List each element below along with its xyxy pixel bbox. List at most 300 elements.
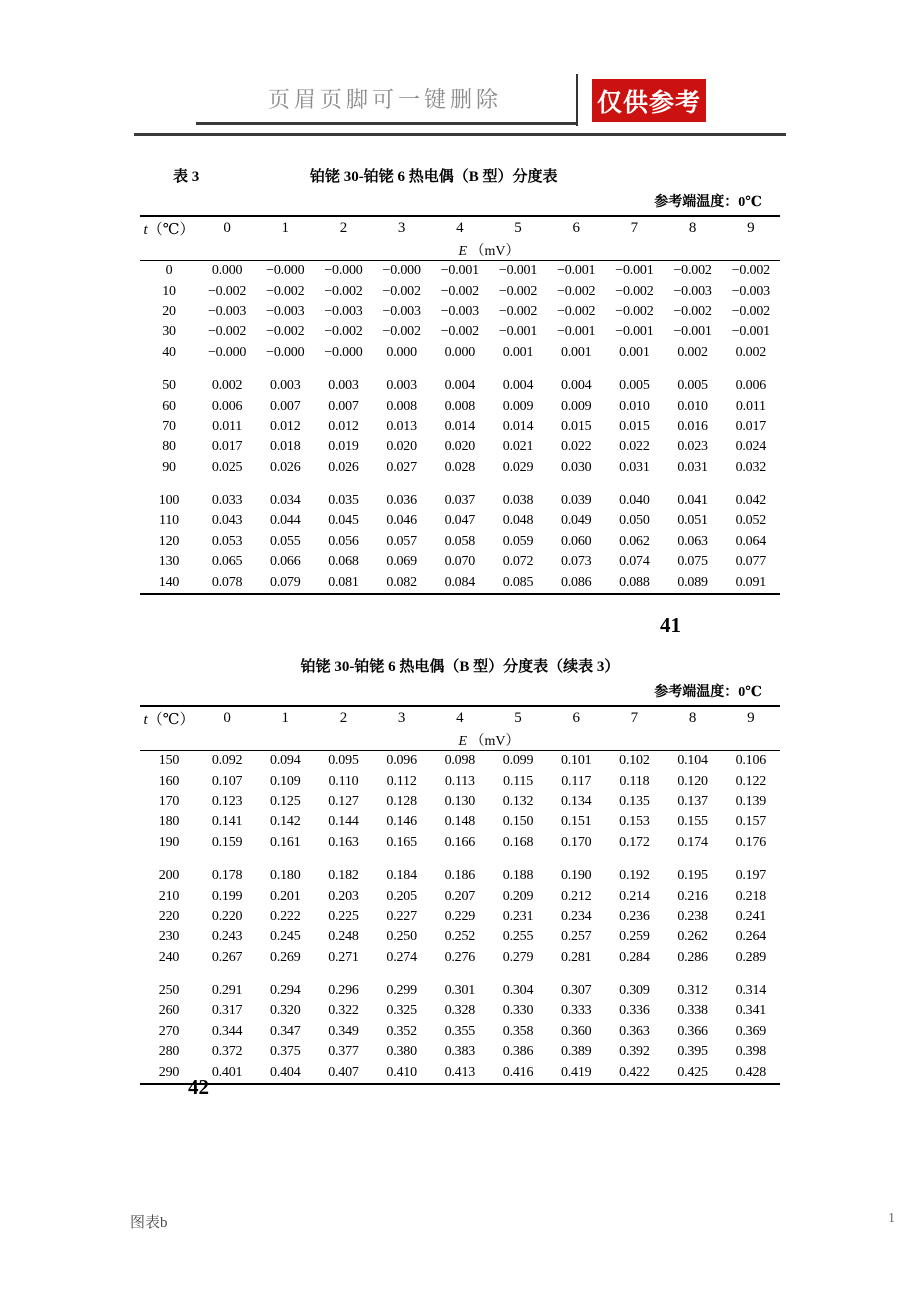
table-row <box>140 417 780 437</box>
cell-emf: −0.002 <box>207 283 247 299</box>
cell-emf: 0.236 <box>619 908 650 924</box>
cell-emf: 0.048 <box>502 513 534 529</box>
cell-emf: −0.001 <box>440 263 479 279</box>
cell-emf: 0.094 <box>270 753 301 769</box>
cell-emf: −0.003 <box>731 283 770 299</box>
header-divider <box>576 74 578 126</box>
cell-emf: 0.008 <box>444 398 476 414</box>
table-row <box>140 751 780 772</box>
cell-emf: 0.281 <box>560 949 592 965</box>
cell-emf: 0.027 <box>386 459 417 475</box>
row-temperature: 280 <box>158 1044 180 1060</box>
thermocouple-table-2-block <box>140 655 780 1099</box>
table-1 <box>140 215 780 595</box>
row-temperature: 200 <box>158 868 180 884</box>
cell-emf: 0.383 <box>444 1044 476 1060</box>
cell-emf: 0.395 <box>677 1044 708 1060</box>
cell-emf: 0.030 <box>560 459 592 475</box>
cell-emf: −0.002 <box>440 283 479 299</box>
cell-emf: −0.000 <box>324 263 363 279</box>
cell-emf: −0.002 <box>266 324 305 340</box>
cell-emf: −0.002 <box>673 303 712 319</box>
cell-emf: 0.101 <box>560 753 592 769</box>
row-temperature: 30 <box>162 324 176 340</box>
cell-emf: 0.389 <box>560 1044 592 1060</box>
cell-emf: 0.176 <box>735 834 767 850</box>
cell-emf: 0.026 <box>270 459 301 475</box>
cell-emf: 0.307 <box>560 983 592 999</box>
cell-emf: 0.038 <box>502 493 534 509</box>
group-spacer <box>140 363 780 376</box>
cell-emf: −0.001 <box>557 324 596 340</box>
cell-emf: 0.077 <box>735 554 767 570</box>
cell-emf: −0.002 <box>673 263 712 279</box>
cell-emf: 0.401 <box>198 1062 256 1083</box>
table-row <box>140 1062 780 1083</box>
cell-emf: 0.042 <box>735 493 767 509</box>
table-row <box>140 491 780 511</box>
cell-emf: 0.398 <box>735 1044 767 1060</box>
cell-emf: 0.157 <box>735 814 767 830</box>
table-1-body <box>140 216 780 594</box>
cell-emf: 0.012 <box>328 418 359 434</box>
table-row <box>140 1042 780 1062</box>
group-spacer <box>140 853 780 866</box>
cell-emf: 0.025 <box>211 459 243 475</box>
cell-emf: 0.007 <box>328 398 359 414</box>
cell-emf: 0.372 <box>211 1044 243 1060</box>
cell-emf: 0.072 <box>502 554 534 570</box>
cell-emf: 0.279 <box>502 949 534 965</box>
cell-emf: 0.033 <box>211 493 243 509</box>
cell-emf: 0.018 <box>270 439 301 455</box>
cell-emf: 0.413 <box>431 1062 489 1083</box>
cell-emf: 0.055 <box>270 533 301 549</box>
cell-emf: 0.000 <box>211 263 243 279</box>
cell-emf: 0.347 <box>270 1023 301 1039</box>
cell-emf: −0.003 <box>440 303 479 319</box>
cell-emf: 0.197 <box>735 868 767 884</box>
row-temperature: 160 <box>158 773 180 789</box>
column-header-6: 6 <box>547 216 605 239</box>
cell-emf: −0.002 <box>557 303 596 319</box>
row-temperature: 110 <box>159 513 179 529</box>
cell-emf: 0.034 <box>270 493 301 509</box>
cell-emf: 0.182 <box>328 868 359 884</box>
cell-emf: 0.081 <box>314 572 372 593</box>
cell-emf: 0.209 <box>502 888 534 904</box>
cell-emf: 0.084 <box>431 572 489 593</box>
column-header-9: 9 <box>722 216 780 239</box>
table-header-row <box>140 706 780 729</box>
row-temperature: 220 <box>158 908 180 924</box>
row-temperature: 130 <box>158 554 180 570</box>
cell-emf: 0.130 <box>444 793 476 809</box>
column-header-1: 1 <box>256 216 314 239</box>
cell-emf: 0.012 <box>270 418 301 434</box>
cell-emf: 0.022 <box>619 439 650 455</box>
row-temperature: 100 <box>158 493 180 509</box>
cell-emf: 0.085 <box>489 572 547 593</box>
cell-emf: 0.264 <box>735 929 767 945</box>
table-row <box>140 552 780 572</box>
cell-emf: 0.015 <box>619 418 650 434</box>
row-temperature: 230 <box>158 929 180 945</box>
cell-emf: −0.001 <box>731 324 770 340</box>
cell-emf: 0.214 <box>619 888 650 904</box>
thermocouple-table-1-block <box>140 165 780 637</box>
column-header-3: 3 <box>373 216 431 239</box>
cell-emf: 0.036 <box>386 493 417 509</box>
cell-emf: 0.377 <box>328 1044 359 1060</box>
table-row <box>140 511 780 531</box>
column-header-0: 0 <box>198 706 256 729</box>
table-unit-row <box>140 729 780 751</box>
row-temperature: 60 <box>162 398 176 414</box>
cell-emf: 0.037 <box>444 493 476 509</box>
cell-emf: 0.075 <box>677 554 708 570</box>
cell-emf: 0.004 <box>444 378 476 394</box>
header-watermark-text: 页眉页脚可一键删除 <box>268 87 503 112</box>
cell-emf: 0.059 <box>502 533 534 549</box>
cell-emf: 0.039 <box>560 493 592 509</box>
cell-emf: 0.096 <box>386 753 417 769</box>
cell-emf: 0.073 <box>560 554 592 570</box>
cell-emf: 0.186 <box>444 868 476 884</box>
cell-emf: 0.380 <box>386 1044 417 1060</box>
cell-emf: 0.284 <box>619 949 650 965</box>
cell-emf: 0.148 <box>444 814 476 830</box>
cell-emf: 0.333 <box>560 1003 592 1019</box>
column-header-8: 8 <box>664 216 722 239</box>
unit-label: E （mV） <box>198 239 780 261</box>
row-temperature: 150 <box>158 753 180 769</box>
cell-emf: 0.355 <box>444 1023 476 1039</box>
column-header-4: 4 <box>431 706 489 729</box>
cell-emf: 0.134 <box>560 793 592 809</box>
cell-emf: 0.220 <box>211 908 243 924</box>
cell-emf: 0.195 <box>677 868 708 884</box>
column-header-1: 1 <box>256 706 314 729</box>
footer-page-number: 1 <box>888 1211 895 1226</box>
cell-emf: 0.163 <box>328 834 359 850</box>
cell-emf: 0.336 <box>619 1003 650 1019</box>
cell-emf: 0.002 <box>211 378 243 394</box>
page-number-42: 42 <box>188 1075 209 1099</box>
column-header-temperature: t（℃） <box>140 216 198 239</box>
cell-emf: 0.022 <box>560 439 592 455</box>
cell-emf: 0.137 <box>677 793 708 809</box>
cell-emf: 0.330 <box>502 1003 534 1019</box>
cell-emf: 0.203 <box>328 888 359 904</box>
column-header-8: 8 <box>664 706 722 729</box>
table-row <box>140 792 780 812</box>
cell-emf: 0.053 <box>211 533 243 549</box>
cell-emf: 0.231 <box>502 908 534 924</box>
cell-emf: 0.000 <box>386 344 417 360</box>
cell-emf: 0.117 <box>561 773 592 789</box>
cell-emf: 0.020 <box>444 439 476 455</box>
cell-emf: 0.078 <box>198 572 256 593</box>
cell-emf: 0.199 <box>211 888 243 904</box>
column-header-2: 2 <box>314 706 372 729</box>
cell-emf: −0.001 <box>615 263 654 279</box>
cell-emf: −0.003 <box>673 283 712 299</box>
cell-emf: 0.286 <box>677 949 708 965</box>
cell-emf: 0.049 <box>560 513 592 529</box>
cell-emf: 0.225 <box>328 908 359 924</box>
cell-emf: 0.040 <box>619 493 650 509</box>
cell-emf: −0.000 <box>382 263 421 279</box>
cell-emf: 0.003 <box>270 378 301 394</box>
column-header-0: 0 <box>198 216 256 239</box>
row-temperature: 10 <box>162 283 176 299</box>
cell-emf: 0.289 <box>735 949 767 965</box>
cell-emf: 0.241 <box>735 908 767 924</box>
cell-emf: −0.003 <box>207 303 247 319</box>
cell-emf: 0.122 <box>735 773 767 789</box>
table-row <box>140 376 780 396</box>
cell-emf: 0.296 <box>328 983 359 999</box>
table-row <box>140 927 780 947</box>
cell-emf: 0.044 <box>270 513 301 529</box>
cell-emf: 0.024 <box>735 439 767 455</box>
table-1-caption <box>140 165 780 191</box>
cell-emf: 0.135 <box>619 793 650 809</box>
table-row <box>140 981 780 1001</box>
cell-emf: 0.325 <box>386 1003 417 1019</box>
cell-emf: 0.314 <box>735 983 767 999</box>
cell-emf: 0.269 <box>270 949 301 965</box>
cell-emf: −0.003 <box>324 303 363 319</box>
table-row <box>140 437 780 457</box>
table-row <box>140 458 780 478</box>
cell-emf: 0.070 <box>444 554 476 570</box>
table-2-title: 铂铑 30-铂铑 6 热电偶（B 型）分度表（续表 3） <box>300 659 620 675</box>
cell-emf: 0.006 <box>735 378 767 394</box>
row-temperature: 20 <box>162 303 176 319</box>
cell-emf: 0.238 <box>677 908 708 924</box>
cell-emf: 0.058 <box>444 533 476 549</box>
cell-emf: 0.006 <box>211 398 243 414</box>
cell-emf: 0.047 <box>444 513 476 529</box>
cell-emf: 0.010 <box>677 398 708 414</box>
unit-row-spacer <box>140 239 198 261</box>
cell-emf: 0.404 <box>256 1062 314 1083</box>
header-rule-lower <box>134 133 786 136</box>
cell-emf: 0.188 <box>502 868 534 884</box>
cell-emf: 0.178 <box>211 868 243 884</box>
row-temperature: 240 <box>158 949 180 965</box>
cell-emf: 0.267 <box>211 949 243 965</box>
page-number-41: 41 <box>660 613 681 637</box>
cell-emf: 0.113 <box>444 773 475 789</box>
cell-emf: 0.352 <box>386 1023 417 1039</box>
table-row <box>140 1001 780 1021</box>
cell-emf: 0.317 <box>211 1003 243 1019</box>
table-row <box>140 572 780 593</box>
table-2 <box>140 705 780 1085</box>
cell-emf: −0.002 <box>324 324 363 340</box>
table-2-body <box>140 706 780 1084</box>
cell-emf: 0.205 <box>386 888 417 904</box>
cell-emf: 0.184 <box>386 868 417 884</box>
column-header-7: 7 <box>605 216 663 239</box>
cell-emf: 0.005 <box>619 378 650 394</box>
table-row <box>140 261 780 282</box>
column-header-4: 4 <box>431 216 489 239</box>
cell-emf: 0.341 <box>735 1003 767 1019</box>
cell-emf: 0.304 <box>502 983 534 999</box>
cell-emf: 0.218 <box>735 888 767 904</box>
cell-emf: 0.250 <box>386 929 417 945</box>
cell-emf: 0.360 <box>560 1023 592 1039</box>
column-header-6: 6 <box>547 706 605 729</box>
cell-emf: 0.001 <box>502 344 534 360</box>
cell-emf: −0.002 <box>382 283 421 299</box>
cell-emf: 0.082 <box>373 572 431 593</box>
cell-emf: 0.089 <box>664 572 722 593</box>
cell-emf: 0.064 <box>735 533 767 549</box>
cell-emf: 0.062 <box>619 533 650 549</box>
cell-emf: 0.099 <box>502 753 534 769</box>
cell-emf: 0.363 <box>619 1023 650 1039</box>
column-header-3: 3 <box>373 706 431 729</box>
cell-emf: 0.041 <box>677 493 708 509</box>
cell-emf: 0.065 <box>211 554 243 570</box>
cell-emf: 0.031 <box>619 459 650 475</box>
row-temperature: 250 <box>158 983 180 999</box>
cell-emf: 0.312 <box>677 983 708 999</box>
cell-emf: 0.029 <box>502 459 534 475</box>
row-temperature: 290 <box>140 1062 198 1083</box>
cell-emf: 0.045 <box>328 513 359 529</box>
cell-emf: −0.003 <box>382 303 421 319</box>
reference-only-badge: 仅供参考 <box>592 79 706 122</box>
row-temperature: 180 <box>158 814 180 830</box>
cell-emf: 0.245 <box>270 929 301 945</box>
cell-emf: 0.004 <box>502 378 534 394</box>
cell-emf: 0.271 <box>328 949 359 965</box>
cell-emf: −0.000 <box>324 344 363 360</box>
cell-emf: 0.142 <box>270 814 301 830</box>
unit-row-spacer <box>140 729 198 751</box>
cell-emf: 0.153 <box>619 814 650 830</box>
cell-emf: 0.031 <box>677 459 708 475</box>
table-row <box>140 532 780 552</box>
cell-emf: 0.017 <box>211 439 243 455</box>
cell-emf: 0.104 <box>677 753 708 769</box>
cell-emf: 0.110 <box>328 773 359 789</box>
cell-emf: 0.074 <box>619 554 650 570</box>
cell-emf: 0.079 <box>256 572 314 593</box>
cell-emf: 0.014 <box>444 418 476 434</box>
cell-emf: 0.068 <box>328 554 359 570</box>
row-temperature: 80 <box>162 439 176 455</box>
row-temperature: 120 <box>158 533 180 549</box>
cell-emf: 0.035 <box>328 493 359 509</box>
cell-emf: 0.098 <box>444 753 476 769</box>
cell-emf: 0.016 <box>677 418 708 434</box>
cell-emf: 0.019 <box>328 439 359 455</box>
row-temperature: 90 <box>162 459 176 475</box>
cell-emf: 0.166 <box>444 834 476 850</box>
cell-emf: 0.428 <box>722 1062 780 1083</box>
cell-emf: −0.001 <box>557 263 596 279</box>
cell-emf: 0.419 <box>547 1062 605 1083</box>
cell-emf: 0.063 <box>677 533 708 549</box>
cell-emf: 0.020 <box>386 439 417 455</box>
cell-emf: 0.301 <box>444 983 476 999</box>
cell-emf: 0.320 <box>270 1003 301 1019</box>
cell-emf: 0.052 <box>735 513 767 529</box>
cell-emf: 0.005 <box>677 378 708 394</box>
unit-label: E （mV） <box>198 729 780 751</box>
table-row <box>140 833 780 853</box>
cell-emf: −0.002 <box>615 303 654 319</box>
cell-emf: 0.009 <box>560 398 592 414</box>
cell-emf: 0.291 <box>211 983 243 999</box>
header-rule-upper <box>196 122 576 125</box>
cell-emf: 0.392 <box>619 1044 650 1060</box>
cell-emf: 0.369 <box>735 1023 767 1039</box>
row-temperature: 170 <box>158 793 180 809</box>
footer-left-label: 图表b <box>130 1215 168 1231</box>
table-2-reference-note: 参考端温度：0℃ <box>654 685 762 700</box>
cell-emf: 0.216 <box>677 888 708 904</box>
cell-emf: 0.010 <box>619 398 650 414</box>
cell-emf: 0.118 <box>619 773 650 789</box>
cell-emf: 0.227 <box>386 908 417 924</box>
cell-emf: 0.112 <box>386 773 417 789</box>
row-temperature: 190 <box>158 834 180 850</box>
cell-emf: −0.002 <box>324 283 363 299</box>
cell-emf: 0.008 <box>386 398 417 414</box>
cell-emf: 0.086 <box>547 572 605 593</box>
cell-emf: 0.159 <box>211 834 243 850</box>
cell-emf: 0.146 <box>386 814 417 830</box>
row-temperature: 70 <box>162 418 176 434</box>
cell-emf: 0.257 <box>560 929 592 945</box>
table-row <box>140 771 780 791</box>
cell-emf: 0.088 <box>605 572 663 593</box>
column-header-2: 2 <box>314 216 372 239</box>
cell-emf: 0.004 <box>560 378 592 394</box>
cell-emf: 0.248 <box>328 929 359 945</box>
cell-emf: 0.201 <box>270 888 301 904</box>
cell-emf: 0.144 <box>328 814 359 830</box>
cell-emf: 0.259 <box>619 929 650 945</box>
table-row <box>140 866 780 886</box>
cell-emf: 0.328 <box>444 1003 476 1019</box>
cell-emf: 0.095 <box>328 753 359 769</box>
cell-emf: 0.003 <box>328 378 359 394</box>
column-header-7: 7 <box>605 706 663 729</box>
row-temperature: 0 <box>165 263 173 279</box>
cell-emf: 0.002 <box>677 344 708 360</box>
cell-emf: 0.021 <box>502 439 534 455</box>
cell-emf: 0.102 <box>619 753 650 769</box>
cell-emf: 0.234 <box>560 908 592 924</box>
cell-emf: 0.252 <box>444 929 476 945</box>
group-spacer <box>140 968 780 981</box>
cell-emf: 0.051 <box>677 513 708 529</box>
cell-emf: 0.141 <box>211 814 243 830</box>
cell-emf: 0.168 <box>502 834 534 850</box>
cell-emf: 0.092 <box>211 753 243 769</box>
cell-emf: 0.192 <box>619 868 650 884</box>
cell-emf: 0.170 <box>560 834 592 850</box>
